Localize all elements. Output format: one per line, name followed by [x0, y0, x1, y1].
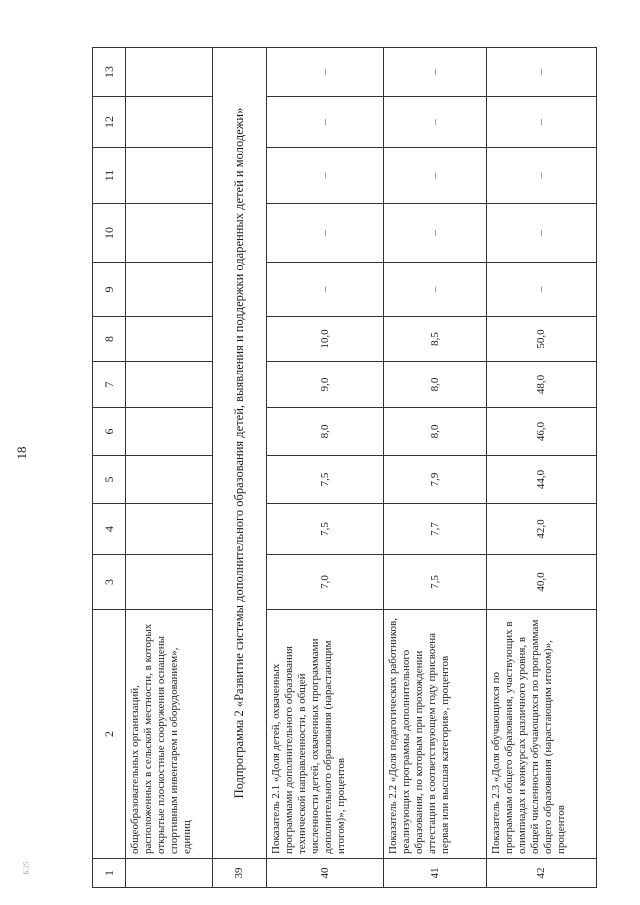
- indicators-table: [92, 47, 597, 888]
- table-row: [384, 48, 487, 888]
- value-cell: –: [384, 97, 487, 148]
- value-cell: [126, 97, 213, 148]
- subprogram-row: [213, 48, 267, 888]
- row-number: 41: [384, 859, 487, 888]
- value-cell: –: [384, 204, 487, 263]
- header-cell: 1: [93, 859, 126, 888]
- row-number: 39: [213, 859, 267, 888]
- value-cell: [126, 317, 213, 362]
- value-cell: 44,0: [487, 456, 597, 504]
- value-cell: –: [267, 48, 384, 97]
- value-cell: 50,0: [487, 317, 597, 362]
- indicator-text: Показатель 2.3 «Доля обучающихся по программам общего образования, участвующих в олимпиадах и конкурсах различного уровня, в общей численности обучающихся по программам общего образования (нарастающим итогом)», процентов: [487, 610, 597, 859]
- table-row: [487, 48, 597, 888]
- header-cell: 3: [93, 555, 126, 610]
- indicator-text: общеобразовательных организаций, расположенных в сельской местности, в которых открытые плоскостные сооружения оснащены спортивным инвентарем и оборудованием», единиц: [126, 610, 213, 859]
- rotated-table-wrapper: [92, 48, 596, 888]
- value-cell: 7,5: [267, 504, 384, 555]
- value-cell: –: [267, 263, 384, 317]
- value-cell: –: [267, 148, 384, 204]
- header-cell: 12: [93, 97, 126, 148]
- header-row: [93, 48, 126, 888]
- header-cell: 9: [93, 263, 126, 317]
- row-number: 40: [267, 859, 384, 888]
- header-cell: 10: [93, 204, 126, 263]
- value-cell: –: [487, 263, 597, 317]
- page-number: 18: [14, 446, 29, 460]
- value-cell: –: [267, 97, 384, 148]
- value-cell: 7,0: [267, 555, 384, 610]
- value-cell: [126, 456, 213, 504]
- header-cell: 8: [93, 317, 126, 362]
- value-cell: 10,0: [267, 317, 384, 362]
- value-cell: [126, 148, 213, 204]
- value-cell: –: [384, 263, 487, 317]
- value-cell: 42,0: [487, 504, 597, 555]
- value-cell: 8,0: [267, 408, 384, 456]
- table-row: [126, 48, 213, 888]
- row-number: [126, 859, 213, 888]
- value-cell: –: [384, 148, 487, 204]
- value-cell: [126, 263, 213, 317]
- header-cell: 7: [93, 362, 126, 408]
- value-cell: [126, 204, 213, 263]
- value-cell: –: [487, 48, 597, 97]
- indicator-text: Показатель 2.1 «Доля детей, охваченных программами дополнительного образования технической направленности, в общей численности детей, охваченных программами дополнительного образования (нарастающим итогом)», процентов: [267, 610, 384, 859]
- row-number: 42: [487, 859, 597, 888]
- value-cell: 8,0: [384, 408, 487, 456]
- value-cell: 8,0: [384, 362, 487, 408]
- header-cell: 4: [93, 504, 126, 555]
- table-row: [267, 48, 384, 888]
- value-cell: [126, 555, 213, 610]
- value-cell: –: [384, 48, 487, 97]
- value-cell: –: [487, 148, 597, 204]
- value-cell: 7,5: [384, 555, 487, 610]
- value-cell: –: [487, 97, 597, 148]
- header-cell: 5: [93, 456, 126, 504]
- value-cell: [126, 48, 213, 97]
- subprogram-title: Подпрограмма 2 «Развитие системы дополнительного образования детей, выявления и поддержки одаренных детей и молодежи»: [213, 48, 267, 859]
- value-cell: 46,0: [487, 408, 597, 456]
- value-cell: [126, 408, 213, 456]
- value-cell: –: [487, 204, 597, 263]
- corner-mark: Б.25: [22, 861, 31, 875]
- value-cell: 7,5: [267, 456, 384, 504]
- value-cell: 40,0: [487, 555, 597, 610]
- value-cell: 9,0: [267, 362, 384, 408]
- value-cell: 7,7: [384, 504, 487, 555]
- header-cell: 2: [93, 610, 126, 859]
- value-cell: 8,5: [384, 317, 487, 362]
- value-cell: 48,0: [487, 362, 597, 408]
- value-cell: –: [267, 204, 384, 263]
- indicator-text: Показатель 2.2 «Доля педагогических работников, реализующих программы дополнительного образования, по которым при прохождении аттестации в соответствующем году присвоена первая или высшая категория», процентов: [384, 610, 487, 859]
- header-cell: 6: [93, 408, 126, 456]
- header-cell: 13: [93, 48, 126, 97]
- header-cell: 11: [93, 148, 126, 204]
- value-cell: [126, 362, 213, 408]
- value-cell: [126, 504, 213, 555]
- value-cell: 7,9: [384, 456, 487, 504]
